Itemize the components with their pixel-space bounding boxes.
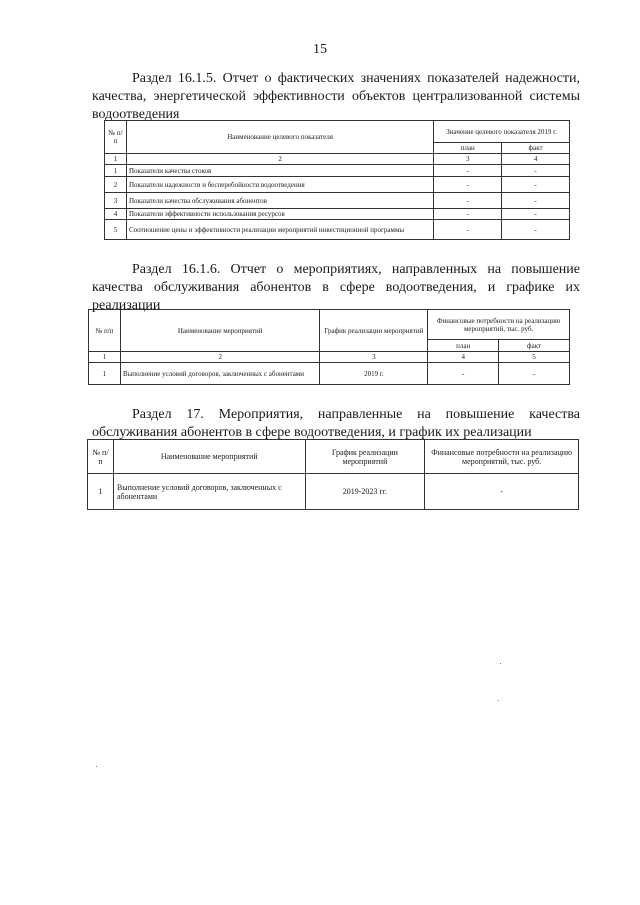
row-plan: - bbox=[428, 363, 499, 385]
col-header-num: № п/п bbox=[105, 121, 127, 154]
col-header-schedule: График реализации мероприятий bbox=[320, 310, 428, 352]
row-name: Показатели надежности и бесперебойности водоотведения bbox=[126, 177, 433, 193]
scan-speck bbox=[500, 663, 501, 664]
index-cell: 2 bbox=[120, 352, 320, 363]
row-num: 2 bbox=[105, 177, 127, 193]
scan-speck bbox=[498, 700, 499, 701]
col-header-plan: план bbox=[428, 340, 499, 352]
index-cell: 3 bbox=[434, 154, 502, 165]
section-16-1-6-title: Раздел 16.1.6. Отчет о мероприятиях, направленных на повышение качества обслуживания абонентов в сфере водоотведения, и графике их реализации bbox=[92, 262, 580, 313]
index-cell: 1 bbox=[105, 154, 127, 165]
row-name: Показатели качества стоков bbox=[126, 165, 433, 177]
table-row bbox=[105, 220, 570, 240]
section-16-1-5-heading bbox=[92, 70, 580, 124]
row-num: 1 bbox=[88, 474, 114, 510]
table-row bbox=[88, 474, 579, 510]
row-fact: - bbox=[502, 220, 570, 240]
col-header-plan: план bbox=[434, 143, 502, 154]
index-cell: 4 bbox=[428, 352, 499, 363]
table-row bbox=[105, 209, 570, 220]
index-cell: 3 bbox=[320, 352, 428, 363]
index-cell: 1 bbox=[89, 352, 121, 363]
row-fact: - bbox=[502, 177, 570, 193]
col-header-schedule: График реализации мероприятий bbox=[305, 440, 425, 474]
row-num: 1 bbox=[89, 363, 121, 385]
table-row bbox=[105, 165, 570, 177]
col-header-value: Значение целевого показателя 2019 г. bbox=[434, 121, 570, 143]
row-name: Показатели эффективности использования ресурсов bbox=[126, 209, 433, 220]
col-header-indicator: Наименование целевого показателя bbox=[126, 121, 433, 154]
table-row bbox=[105, 177, 570, 193]
col-header-measures: Наименование мероприятий bbox=[120, 310, 320, 352]
section-17-title: Раздел 17. Мероприятия, направленные на повышение качества обслуживания абонентов в сфере водоотведения, и график их реализации bbox=[92, 407, 580, 440]
row-name: Соотношение цены и эффективности реализации мероприятий инвестиционной программы bbox=[126, 220, 433, 240]
index-cell: 5 bbox=[499, 352, 570, 363]
row-fact: - bbox=[502, 165, 570, 177]
row-fact: - bbox=[502, 209, 570, 220]
index-cell: 4 bbox=[502, 154, 570, 165]
page-number: 15 bbox=[313, 42, 327, 57]
row-num: 3 bbox=[105, 193, 127, 209]
section-16-1-5-title: Раздел 16.1.5. Отчет о фактических значениях показателей надежности, качества, энергетической эффективности объектов централизованной системы водоотведения bbox=[92, 71, 580, 122]
row-finance: - bbox=[425, 474, 579, 510]
index-cell: 2 bbox=[126, 154, 433, 165]
row-num: 5 bbox=[105, 220, 127, 240]
row-name: Выполнение условий договоров, заключенных с абонентами bbox=[120, 363, 320, 385]
row-plan: - bbox=[434, 165, 502, 177]
row-plan: - bbox=[434, 193, 502, 209]
scan-speck bbox=[96, 766, 97, 767]
measures-table bbox=[87, 439, 579, 510]
measures-schedule-table bbox=[88, 309, 570, 385]
section-16-1-6-heading bbox=[92, 261, 580, 315]
col-header-fact: факт bbox=[499, 340, 570, 352]
row-schedule: 2019-2023 гг. bbox=[305, 474, 425, 510]
row-num: 4 bbox=[105, 209, 127, 220]
col-header-fact: факт bbox=[502, 143, 570, 154]
row-plan: - bbox=[434, 220, 502, 240]
col-header-finance: Финансовые потребности на реализацию мероприятий, тыс. руб. bbox=[425, 440, 579, 474]
row-fact: - bbox=[502, 193, 570, 209]
row-plan: - bbox=[434, 177, 502, 193]
indicators-table bbox=[104, 120, 570, 240]
col-header-measures: Наименование мероприятий bbox=[113, 440, 305, 474]
row-name: Показатели качества обслуживания абонентов bbox=[126, 193, 433, 209]
row-num: 1 bbox=[105, 165, 127, 177]
col-header-num: № п/п bbox=[89, 310, 121, 352]
table-row bbox=[105, 193, 570, 209]
section-17-heading bbox=[92, 406, 580, 442]
row-plan: - bbox=[434, 209, 502, 220]
col-header-num: № п/п bbox=[88, 440, 114, 474]
col-header-finance: Финансовые потребности на реализацию мероприятий, тыс. руб. bbox=[428, 310, 570, 340]
table-row bbox=[89, 363, 570, 385]
row-name: Выполнение условий договоров, заключенных с абонентами bbox=[113, 474, 305, 510]
row-fact: - bbox=[499, 363, 570, 385]
row-schedule: 2019 г. bbox=[320, 363, 428, 385]
